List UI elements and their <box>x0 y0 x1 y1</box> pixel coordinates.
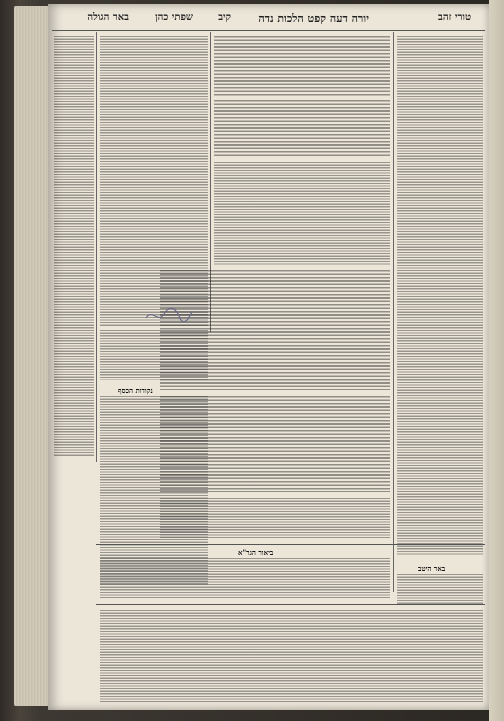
heading-beer-heitev: באר היטב <box>418 564 446 573</box>
main-text-block-4 <box>160 270 390 390</box>
main-text-block-6 <box>160 498 390 538</box>
book-page-edges <box>14 6 50 706</box>
header-center-title: יורה דעה קפט הלכות נדה <box>258 12 369 25</box>
main-text-block-1 <box>214 36 390 96</box>
header-right-title: טורי זהב <box>438 12 471 23</box>
block-biur-hagra <box>100 558 390 598</box>
header-far-left-title: באר הגולה <box>87 12 129 23</box>
main-text-block-2 <box>214 100 390 158</box>
lower-rule-1 <box>96 544 485 545</box>
handwritten-note <box>144 304 194 326</box>
header-rule <box>52 30 485 31</box>
column-rule-3 <box>393 32 394 592</box>
book-page <box>48 4 489 710</box>
heading-nekudot-hakesef: נקודות הכסף <box>118 386 153 395</box>
column-rule-1 <box>96 32 97 462</box>
lower-rule-2 <box>96 604 485 605</box>
main-text-block-5 <box>160 396 390 492</box>
block-beer-heitev <box>397 574 483 604</box>
main-text-block-3 <box>214 162 390 266</box>
heading-biur-hagra: ביאור הגר"א <box>238 548 274 557</box>
next-page-edge <box>489 0 504 721</box>
block-footnotes <box>100 610 483 702</box>
column-beer-hagolah <box>54 36 94 456</box>
header-section-number: קיב <box>218 12 231 23</box>
column-taz <box>397 36 483 556</box>
header-left-title: שפתי כהן <box>155 12 193 23</box>
